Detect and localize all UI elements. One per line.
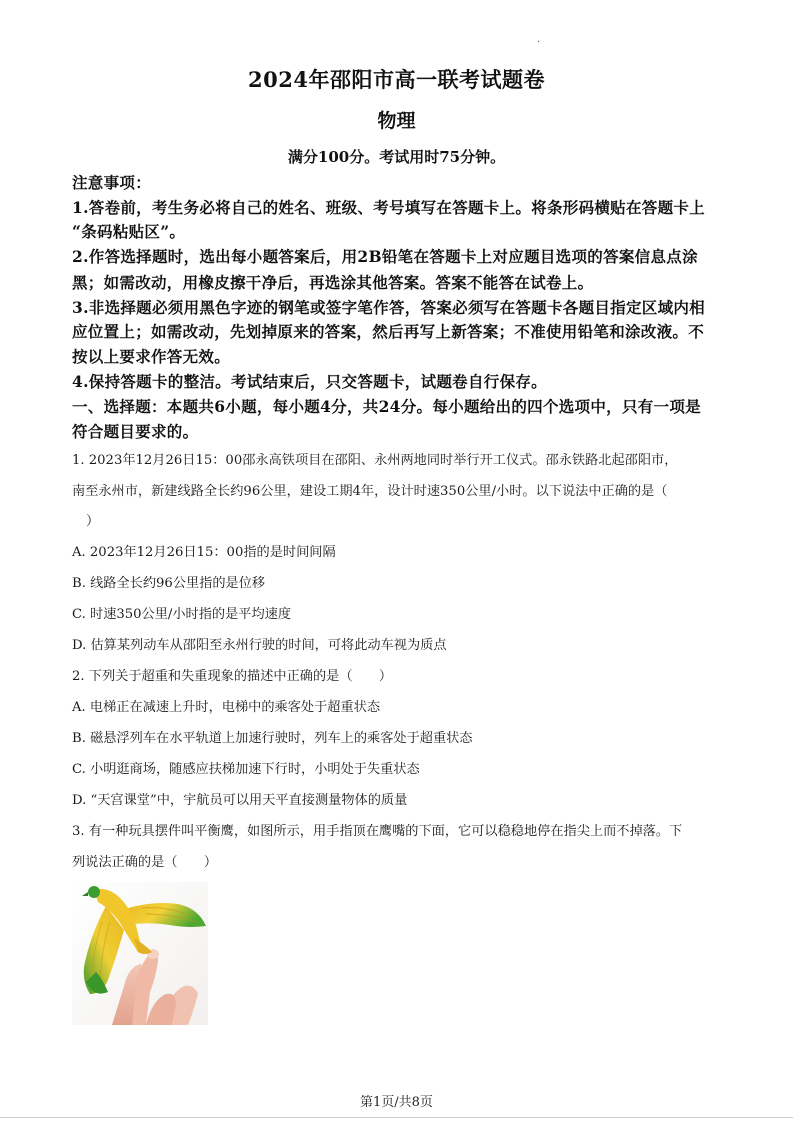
question-1-option-a: A. 2023年12月26日15：00指的是时间间隔 [72, 545, 336, 560]
page-number: 第1页/共8页 [360, 1095, 433, 1110]
question-2-option-c: C. 小明逛商场，随感应扶梯加速下行时，小明处于失重状态 [72, 762, 420, 777]
page-bottom-rule [0, 1117, 793, 1118]
notice-line: 3.非选择题必须用黑色字迹的钢笔或签字笔作答，答案必须写在答题卡各题目指定区域内相 [72, 298, 705, 317]
question-2-option-d: D. “天宫课堂”中，宇航员可以用天平直接测量物体的质量 [72, 793, 408, 808]
section-heading: 一、选择题：本题共6小题，每小题4分，共24分。每小题给出的四个选项中，只有一项是 [72, 397, 701, 416]
question-1-option-b: B. 线路全长约96公里指的是位移 [72, 576, 266, 591]
notice-line: “条码粘贴区”。 [72, 222, 186, 241]
notice-line: 1.答卷前，考生务必将自己的姓名、班级、考号填写在答题卡上。将条形码横贴在答题卡上 [72, 198, 705, 217]
question-3-stem: 3. 有一种玩具摆件叫平衡鹰，如图所示，用手指顶在鹰嘴的下面，它可以稳稳地停在指尖上而不掉落。下 [72, 824, 683, 839]
page-mark [537, 27, 540, 46]
question-1-stem-paren: ） [86, 514, 100, 529]
exam-title: 2024年邵阳市高一联考试题卷 [248, 67, 545, 92]
question-3-stem: 列说法正确的是（ ） [72, 855, 218, 870]
notice-heading: 注意事项： [72, 173, 152, 192]
balance-eagle-photo [72, 882, 208, 1025]
notice-line: 按以上要求作答无效。 [72, 347, 231, 366]
notice-line: 2.作答选择题时，选出每小题答案后，用2B铅笔在答题卡上对应题目选项的答案信息点涂 [72, 247, 698, 266]
question-1-option-c: C. 时速350公里/小时指的是平均速度 [72, 607, 292, 622]
question-2-option-b: B. 磁悬浮列车在水平轨道上加速行驶时，列车上的乘客处于超重状态 [72, 731, 473, 746]
question-1-stem: 1. 2023年12月26日15：00邵永高铁项目在邵阳、永州两地同时举行开工仪式。邵永铁路北起邵阳市， [72, 453, 678, 468]
question-1-option-d: D. 估算某列动车从邵阳至永州行驶的时间，可将此动车视为质点 [72, 638, 447, 653]
question-2-option-a: A. 电梯正在减速上升时，电梯中的乘客处于超重状态 [72, 700, 381, 715]
section-heading-cont: 符合题目要求的。 [72, 422, 199, 441]
question-1-stem: 南至永州市，新建线路全长约96公里，建设工期4年，设计时速350公里/小时。以下说法中正确的是（ [72, 484, 668, 499]
notice-line: 黑；如需改动，用橡皮擦干净后，再选涂其他答案。答案不能答在试卷上。 [72, 273, 594, 292]
page-mark-dot: . [537, 34, 541, 45]
notice-line: 应位置上；如需改动，先划掉原来的答案，然后再写上新答案；不准使用铅笔和涂改液。不 [72, 322, 705, 341]
subject-title: 物理 [377, 110, 416, 132]
score-time-line: 满分100分。考试用时75分钟。 [287, 148, 506, 166]
notice-line: 4.保持答题卡的整洁。考试结束后，只交答题卡，试题卷自行保存。 [72, 372, 547, 391]
question-2-stem: 2. 下列关于超重和失重现象的描述中正确的是（ ） [72, 669, 393, 684]
